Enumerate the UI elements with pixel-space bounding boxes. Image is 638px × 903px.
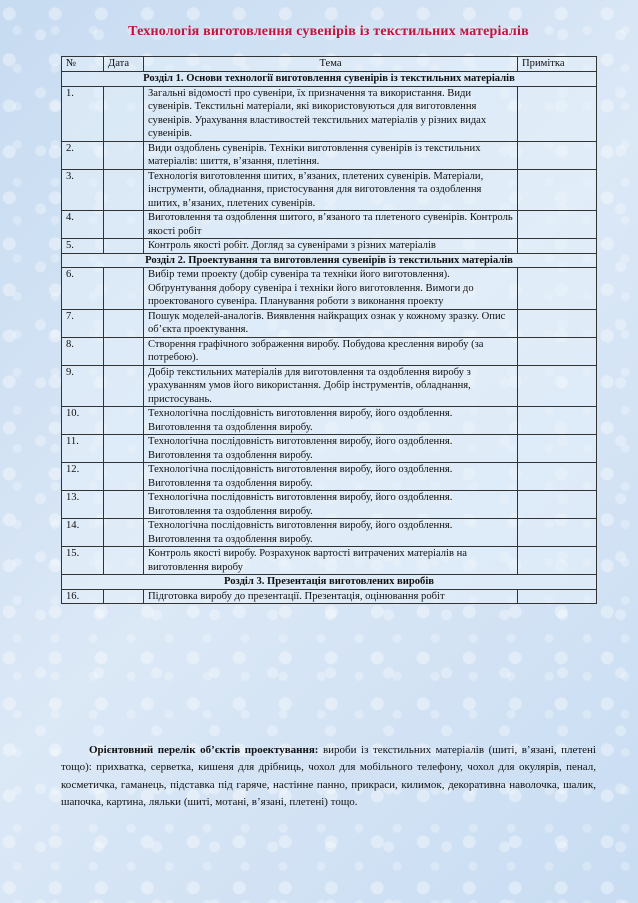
table-row (62, 407, 597, 435)
section-heading: Розділ 3. Презентація виготовлених виробів (62, 575, 597, 590)
document-title: Технологія виготовлення сувенірів із текстильних матеріалів (128, 24, 529, 39)
lesson-date (104, 141, 144, 169)
lesson-note (518, 435, 597, 463)
lesson-date (104, 547, 144, 575)
projects-list-paragraph (61, 742, 596, 812)
lesson-note (518, 141, 597, 169)
lesson-topic: Загальні відомості про сувеніри, їх призначення та використання. Види сувенірів. Текстильні матеріали, які використовуються для виготовлення сувенірів. Урахування властивостей текстильних матеріалів у різних видах сувенірів. (144, 86, 518, 141)
table-row (62, 547, 597, 575)
table-body (62, 72, 597, 604)
lesson-topic: Контроль якості виробу. Розрахунок вартості витрачених матеріалів на виготовлення виробу (144, 547, 518, 575)
table-row (62, 589, 597, 604)
lesson-date (104, 463, 144, 491)
table-row (62, 141, 597, 169)
lesson-number: 6. (62, 268, 104, 310)
lesson-note (518, 309, 597, 337)
lesson-date (104, 435, 144, 463)
lesson-number: 9. (62, 365, 104, 407)
lesson-topic: Технологічна послідовність виготовлення виробу, його оздоблення. Виготовлення та оздоблення виробу. (144, 491, 518, 519)
lesson-topic: Добір текстильних матеріалів для виготовлення та оздоблення виробу з урахуванням умов його використання. Добір інструментів, обладнання, пристосувань. (144, 365, 518, 407)
lesson-date (104, 407, 144, 435)
lesson-date (104, 211, 144, 239)
lesson-number: 11. (62, 435, 104, 463)
table-header-row (62, 57, 597, 72)
lesson-number: 1. (62, 86, 104, 141)
lesson-date (104, 268, 144, 310)
table-row (62, 365, 597, 407)
lesson-topic: Контроль якості робіт. Догляд за сувенірами з різних матеріалів (144, 239, 518, 254)
lesson-date (104, 519, 144, 547)
lesson-date (104, 491, 144, 519)
lesson-topic: Створення графічного зображення виробу. Побудова креслення виробу (за потребою). (144, 337, 518, 365)
header-topic: Тема (144, 57, 518, 72)
lesson-note (518, 491, 597, 519)
section-heading: Розділ 1. Основи технології виготовлення сувенірів із текстильних матеріалів (62, 72, 597, 87)
lesson-topic: Технологічна послідовність виготовлення виробу, його оздоблення. Виготовлення та оздоблення виробу. (144, 407, 518, 435)
projects-list-text: вироби із текстильних матеріалів (шиті, в’язані, плетені тощо): прихватка, серветка, кишеня для дрібниць, чохол для мобільного телефону, чохол для окулярів, пенал, косметичка, гаманець, підставка під гаряче, настінне панно, прикраси, килимок, декоративна наволочка, шалик, шапочка, картина, ляльки (шиті, мотані, в’язані, плетені) тощо. (61, 744, 596, 809)
header-date: Дата (104, 57, 144, 72)
section-row (62, 253, 597, 268)
lesson-note (518, 268, 597, 310)
table-row (62, 519, 597, 547)
lesson-date (104, 239, 144, 254)
lesson-number: 13. (62, 491, 104, 519)
lesson-note (518, 547, 597, 575)
lesson-topic: Пошук моделей-аналогів. Виявлення найкращих ознак у кожному зразку. Опис об’єкта проектування. (144, 309, 518, 337)
lesson-number: 3. (62, 169, 104, 211)
table-row (62, 211, 597, 239)
header-number: № (62, 57, 104, 72)
document-page (61, 24, 596, 604)
lesson-topic: Вибір теми проекту (добір сувеніра та техніки його виготовлення). Обґрунтування добору сувеніра і техніки його виготовлення. Вимоги до проектованого сувеніра. Планування роботи з виконання проекту (144, 268, 518, 310)
table-row (62, 435, 597, 463)
table-row (62, 239, 597, 254)
curriculum-table (61, 56, 597, 604)
lesson-date (104, 589, 144, 604)
lesson-number: 16. (62, 589, 104, 604)
lesson-note (518, 365, 597, 407)
lesson-note (518, 589, 597, 604)
table-row (62, 463, 597, 491)
lesson-note (518, 519, 597, 547)
lesson-note (518, 407, 597, 435)
table-row (62, 491, 597, 519)
table-row (62, 309, 597, 337)
lesson-note (518, 86, 597, 141)
table-row (62, 86, 597, 141)
lesson-number: 10. (62, 407, 104, 435)
lesson-topic: Виготовлення та оздоблення шитого, в’язаного та плетеного сувенірів. Контроль якості робіт (144, 211, 518, 239)
lesson-topic: Підготовка виробу до презентації. Презентація, оцінювання робіт (144, 589, 518, 604)
lesson-note (518, 337, 597, 365)
lesson-date (104, 365, 144, 407)
lesson-topic: Технологічна послідовність виготовлення виробу, його оздоблення. Виготовлення та оздоблення виробу. (144, 463, 518, 491)
lesson-topic: Технологічна послідовність виготовлення виробу, його оздоблення. Виготовлення та оздоблення виробу. (144, 519, 518, 547)
lesson-number: 4. (62, 211, 104, 239)
section-heading: Розділ 2. Проектування та виготовлення сувенірів із текстильних матеріалів (62, 253, 597, 268)
lesson-date (104, 86, 144, 141)
lesson-date (104, 309, 144, 337)
lesson-number: 7. (62, 309, 104, 337)
table-row (62, 268, 597, 310)
lesson-topic: Види оздоблень сувенірів. Техніки виготовлення сувенірів із текстильних матеріалів: шиття, в’язання, плетіння. (144, 141, 518, 169)
table-row (62, 337, 597, 365)
projects-list-lead: Орієнтовний перелік об’єктів проектування: (89, 744, 319, 756)
lesson-note (518, 211, 597, 239)
table-row (62, 169, 597, 211)
section-row (62, 575, 597, 590)
lesson-number: 8. (62, 337, 104, 365)
lesson-number: 14. (62, 519, 104, 547)
lesson-number: 15. (62, 547, 104, 575)
lesson-date (104, 337, 144, 365)
lesson-number: 2. (62, 141, 104, 169)
lesson-number: 5. (62, 239, 104, 254)
section-row (62, 72, 597, 87)
lesson-topic: Технологічна послідовність виготовлення виробу, його оздоблення. Виготовлення та оздоблення виробу. (144, 435, 518, 463)
lesson-note (518, 169, 597, 211)
lesson-date (104, 169, 144, 211)
lesson-topic: Технологія виготовлення шитих, в’язаних, плетених сувенірів. Матеріали, інструменти, обладнання, пристосування для виготовлення та оздоблення шитих, в’язаних, плетених сувенірів. (144, 169, 518, 211)
header-note: Примітка (518, 57, 597, 72)
lesson-note (518, 239, 597, 254)
lesson-note (518, 463, 597, 491)
lesson-number: 12. (62, 463, 104, 491)
